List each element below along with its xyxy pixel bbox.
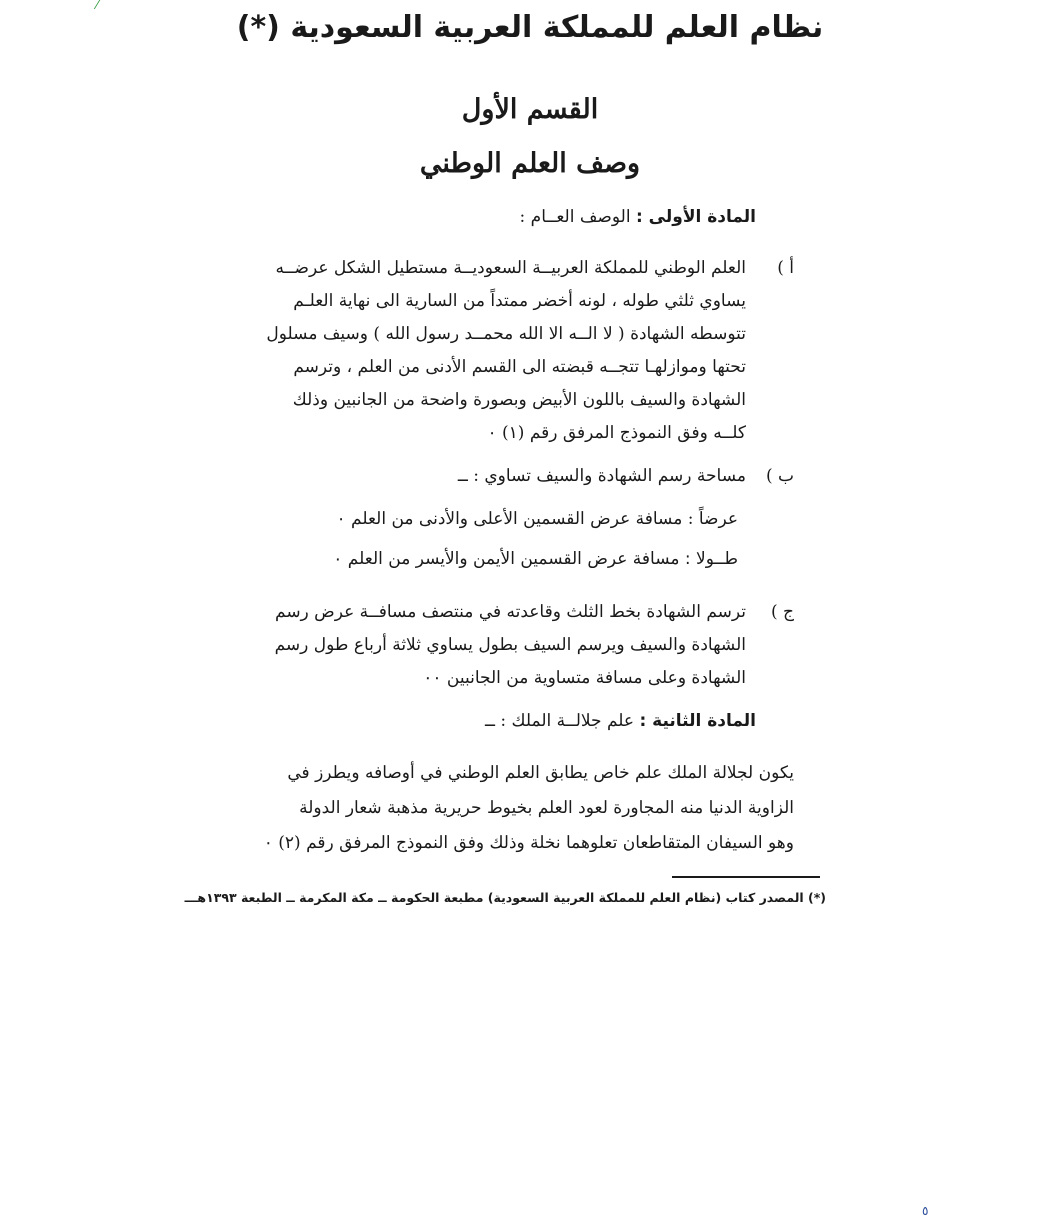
article-2-heading — [485, 708, 756, 734]
page-number: ٥ — [922, 1204, 929, 1218]
footnote: (*) المصدر كتاب (نظام العلم للمملكة العربية السعودية) مطبعة الحكومة ــ مكة المكرمة ــ الطبعة ١٣٩٣هـــ — [184, 890, 826, 905]
item-c-line-2: الشهادة والسيف ويرسم السيف بطول يساوي ثلاثة أرباع طول رسم — [274, 635, 746, 655]
item-a-line-3: تتوسطه الشهادة ( لا الــه الا الله محمــد رسول الله ) وسيف مسلول — [266, 324, 746, 344]
item-b-length-line: طــولا : مسافة عرض القسمين الأيمن والأيسر من العلم ٠ — [333, 549, 738, 569]
article-2-line-1: يكون لجلالة الملك علم خاص يطابق العلم الوطني في أوصافه ويطرز في — [287, 763, 794, 783]
item-a-line-4: تحتها وموازلهـا تتجــه قبضته الى القسم الأدنى من العلم ، وترسم — [293, 357, 746, 377]
article-2-heading-text: علم جلالــة الملك : ــ — [485, 711, 635, 731]
item-a-line-1: العلم الوطني للمملكة العربيــة السعوديــة مستطيل الشكل عرضــه — [275, 258, 746, 278]
item-a-marker: أ ) — [777, 258, 794, 278]
item-b-marker: ب ) — [765, 466, 794, 486]
article-1-name: المادة الأولى : — [635, 207, 756, 227]
item-b-width-line: عرضاً : مسافة عرض القسمين الأعلى والأدنى من العلم ٠ — [336, 509, 738, 529]
article-1-item-c — [254, 596, 794, 695]
article-1-heading — [520, 204, 756, 230]
article-2-line-3: وهو السيفان المتقاطعان تعلوهما نخلة وذلك وفق النموذج المرفق رقم (٢) ٠ — [263, 833, 794, 853]
article-1-heading-text: الوصف العــام : — [519, 207, 631, 227]
item-c-marker: ج ) — [770, 602, 794, 622]
item-b-intro: مساحة رسم الشهادة والسيف تساوي : ــ — [457, 466, 746, 486]
article-1-item-a — [254, 252, 794, 450]
item-a-line-2: يساوي ثلثي طوله ، لونه أخضر ممتداً من السارية الى نهاية العلـم — [293, 291, 746, 311]
item-a-line-5: الشهادة والسيف باللون الأبيض وبصورة واضحة من الجانبين وذلك — [292, 390, 746, 410]
corner-pen-mark: ⁄ — [96, 0, 99, 12]
item-a-body — [254, 252, 746, 450]
document-title: نظام العلم للمملكة العربية السعودية (*) — [236, 10, 824, 45]
section-title: القسم الأول — [461, 94, 599, 125]
section-subtitle: وصف العلم الوطني — [419, 148, 641, 179]
article-2-name: المادة الثانية : — [639, 711, 756, 731]
footnote-divider — [672, 876, 820, 878]
item-a-line-6: كلــه وفق النموذج المرفق رقم (١) ٠ — [487, 423, 746, 443]
item-c-body — [254, 596, 746, 695]
item-c-line-1: ترسم الشهادة بخط الثلث وقاعدته في منتصف مسافــة عرض رسم — [275, 602, 746, 622]
item-c-line-3: الشهادة وعلى مسافة متساوية من الجانبين ٠٠ — [423, 668, 746, 688]
article-2-line-2: الزاوية الدنيا منه المجاورة لعود العلم بخيوط حريرية مذهبة شعار الدولة — [299, 798, 794, 818]
item-b-body — [254, 460, 746, 493]
article-1-item-b — [254, 460, 794, 493]
article-2-paragraph — [254, 756, 794, 861]
